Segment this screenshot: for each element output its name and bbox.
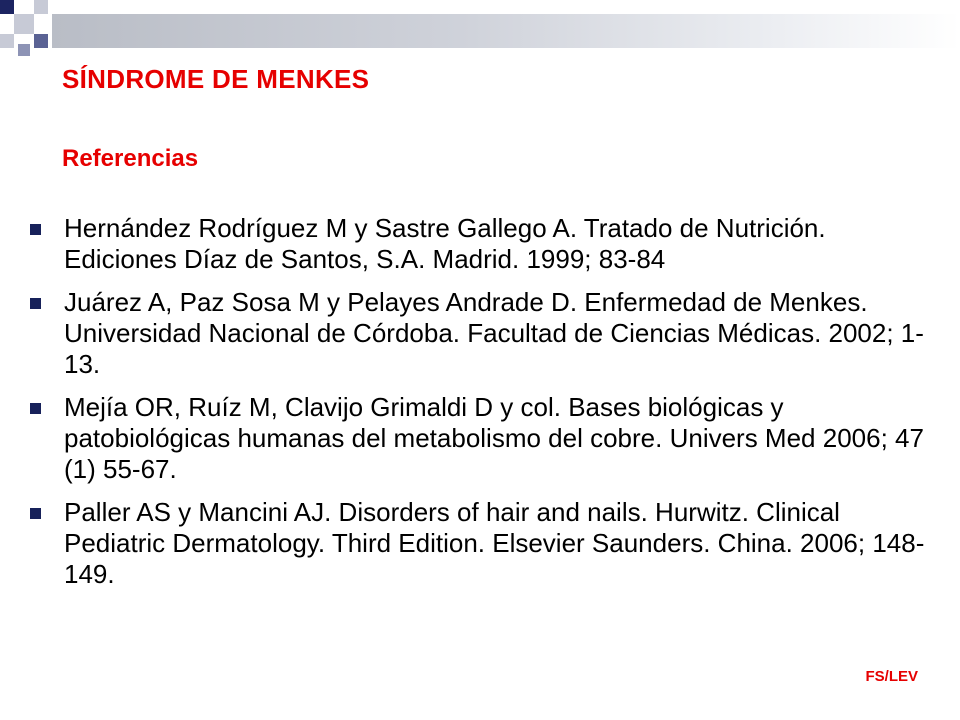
slide-subtitle: Referencias [62,145,199,172]
square-bullet-icon [30,403,41,414]
reference-text: Hernández Rodríguez M y Sastre Gallego A. Tratado de Nutrición. Ediciones Díaz de Santos, S.A. Madrid. 1999; 83-84 [64,213,826,274]
reference-item [30,497,930,590]
reference-text: Juárez A, Paz Sosa M y Pelayes Andrade D. Enfermedad de Menkes. Universidad Nacional de Córdoba. Facultad de Ciencias Médicas. 2002; 1-13. [64,287,924,379]
square-bullet-icon [30,508,41,519]
reference-item [30,392,930,485]
square-bullet-icon [30,298,41,309]
decorative-squares [0,0,60,60]
reference-text: Mejía OR, Ruíz M, Clavijo Grimaldi D y col. Bases biológicas y patobiológicas humanas del metabolismo del cobre. Univers Med 2006; 47 (1) 55-67. [64,392,924,484]
reference-item [30,287,930,380]
reference-item [30,213,930,275]
reference-list [30,213,930,602]
footer-tag: FS/LEV [865,668,918,685]
reference-text: Paller AS y Mancini AJ. Disorders of hair and nails. Hurwitz. Clinical Pediatric Dermatology. Third Edition. Elsevier Saunders. China. 2006; 148-149. [64,497,925,589]
header-bar [52,14,960,48]
slide-title: SÍNDROME DE MENKES [62,64,370,94]
square-bullet-icon [30,224,41,235]
